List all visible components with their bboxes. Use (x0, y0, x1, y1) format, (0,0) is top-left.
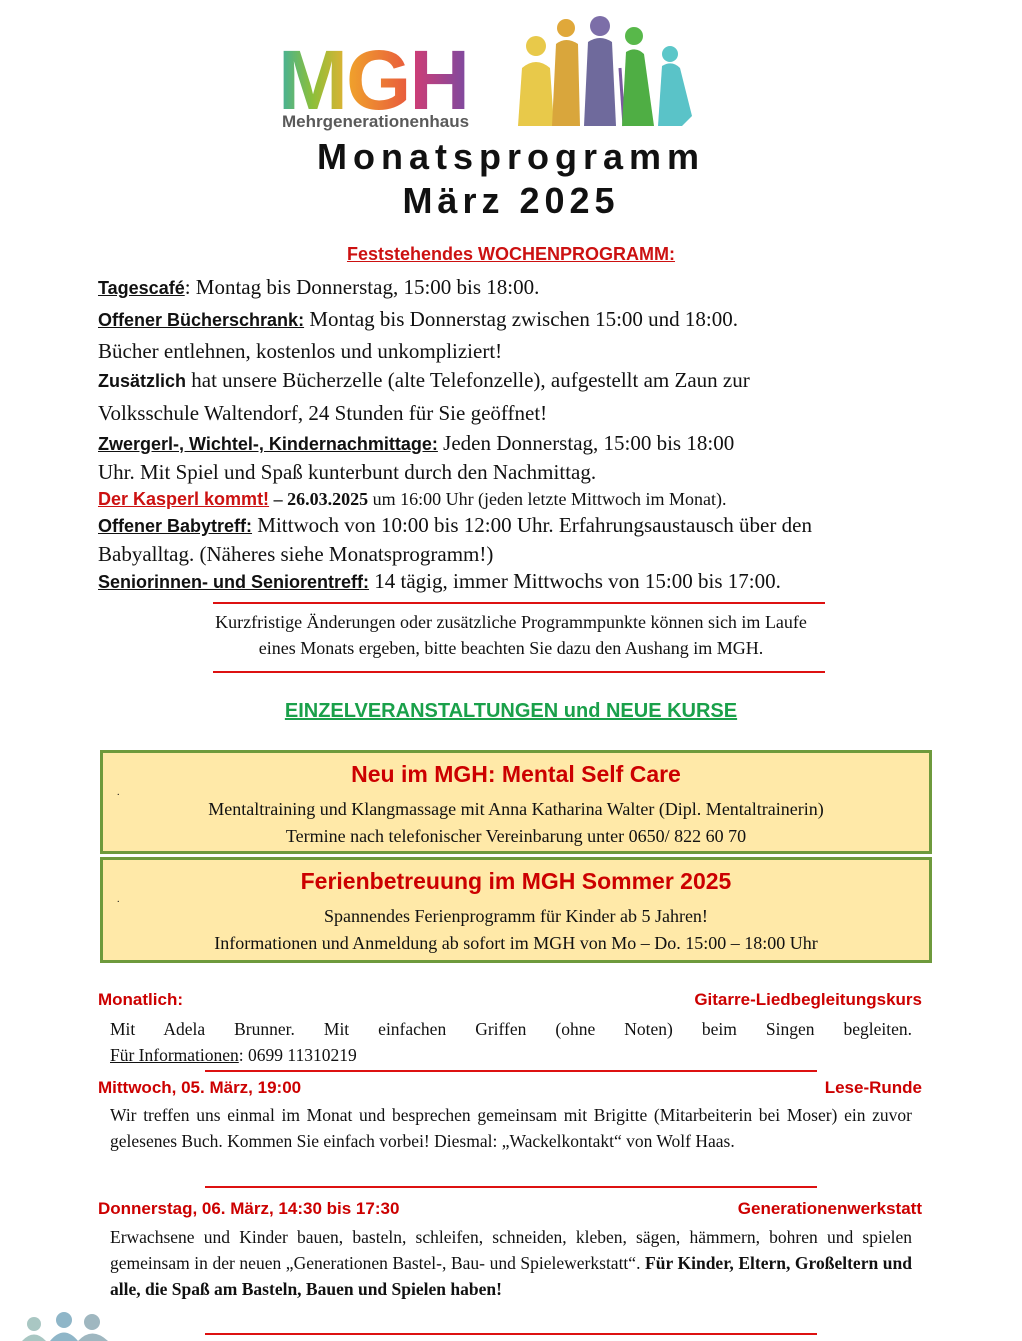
buecherschrank-line2: Bücher entlehnen, kostenlos und unkompliziert! (98, 339, 503, 363)
kasperl-line (98, 486, 727, 511)
logo-letter-h: H (409, 33, 468, 127)
seniorentreff-label: Seniorinnen- und Seniorentreff: (98, 572, 370, 592)
babytreff-line (98, 513, 812, 538)
box-line: Spannendes Ferienprogramm für Kinder ab 5 Jahren! (324, 906, 708, 926)
divider (213, 671, 825, 673)
box-line: Informationen und Anmeldung ab sofort im MGH von Mo – Do. 15:00 – 18:00 Uhr (214, 933, 818, 953)
event-info-text: : 0699 11310219 (238, 1045, 357, 1065)
kasperl-date: – 26.03.2025 (269, 489, 369, 509)
events-heading: EINZELVERANSTALTUNGEN und NEUE KURSE (284, 700, 738, 722)
bullet-dot: . (117, 894, 120, 905)
logo-letters (278, 33, 468, 127)
page-title: Monatsprogramm (316, 136, 706, 177)
event-date: Mittwoch, 05. März, 19:00 (98, 1078, 302, 1097)
people-silhouettes-icon (488, 8, 698, 128)
buecherschrank-label: Offener Bücherschrank: (98, 310, 305, 330)
page-subtitle-month: März 2025 (402, 180, 620, 221)
ferienbetreuung-box (100, 857, 932, 963)
divider (213, 602, 825, 604)
box-line: Mentaltraining und Klangmassage mit Anna Katharina Walter (Dipl. Mentaltrainerin) (208, 799, 824, 819)
zusaetzlich-label: Zusätzlich (98, 371, 187, 391)
kindernachmittage-label: Zwergerl-, Wichtel-, Kindernachmittage: (98, 434, 438, 454)
event-description: Wir treffen uns einmal im Monat und besprechen gemeinsam mit Brigitte (Mitarbeiterin bei Moser) ein zuvor gelesenes Buch. Kommen Sie einfach vorbei! Diesmal: „Wackelkontakt“ von Wolf Haas. (110, 1105, 912, 1151)
kasperl-text: um 16:00 Uhr (jeden letzte Mittwoch im Monat). (368, 489, 727, 509)
event-date: Monatlich: (98, 990, 183, 1009)
divider (205, 1333, 817, 1335)
event-info (110, 1042, 912, 1068)
logo-letter-m: M (278, 33, 346, 127)
divider (205, 1186, 817, 1188)
event-text: Mit Adela Brunner. Mit einfachen Griffen (ohne Noten) beim Singen begleiten. (110, 1019, 912, 1039)
babytreff-label: Offener Babytreff: (98, 516, 253, 536)
zusaetzlich-line (98, 368, 750, 393)
divider (205, 1070, 817, 1072)
kasperl-label: Der Kasperl kommt! (98, 489, 270, 509)
changes-note-line2: eines Monats ergeben, bitte beachten Sie dazu den Aushang im MGH. (258, 638, 764, 659)
mgh-logo (278, 8, 698, 132)
mental-self-care-box (100, 750, 932, 854)
event-info-label: Für Informationen (110, 1045, 239, 1065)
event-name: Generationenwerkstatt (737, 1199, 922, 1218)
box-title: Neu im MGH: Mental Self Care (351, 761, 681, 787)
event-date: Donnerstag, 06. März, 14:30 bis 17:30 (98, 1199, 400, 1218)
event-description (110, 1224, 912, 1302)
event-text: Erwachsene und Kinder bauen, basteln, schleifen, schneiden, kleben, sägen, hämmern, bohren und spielen gemeinsam in der neuen „Generationen Bastel-, Bau- und Spielewerkstatt“. (110, 1227, 912, 1273)
logo-letter-g: G (345, 33, 410, 127)
logo-subtitle: Mehrgenerationenhaus (282, 112, 470, 131)
buecherschrank-text: Montag bis Donnerstag zwischen 15:00 und 18:00. (304, 307, 739, 331)
zusaetzlich-text: hat unsere Bücherzelle (alte Telefonzelle), aufgestellt am Zaun zur (186, 368, 750, 392)
zusaetzlich-line2: Volksschule Waltendorf, 24 Stunden für Sie geöffnet! (98, 401, 548, 425)
seniorentreff-line (98, 569, 781, 594)
seniorentreff-text: 14 tägig, immer Mittwochs von 15:00 bis 17:00. (369, 569, 781, 593)
babytreff-line2: Babyalltag. (Näheres siehe Monatsprogramm!) (98, 542, 494, 566)
kindernachmittage-line (98, 431, 734, 456)
kindernachmittage-line2: Uhr. Mit Spiel und Spaß kunterbunt durch den Nachmittag. (98, 460, 597, 484)
buecherschrank-line (98, 307, 738, 332)
bullet-dot: . (117, 787, 120, 798)
box-line: Termine nach telefonischer Vereinbarung unter 0650/ 822 60 70 (285, 826, 747, 846)
event-name: Lese-Runde (824, 1078, 922, 1097)
tagescafe-label: Tagescafé (98, 278, 185, 298)
weekly-program-heading: Feststehendes WOCHENPROGRAMM: (346, 244, 676, 264)
tagescafe-text: : Montag bis Donnerstag, 15:00 bis 18:00. (184, 275, 540, 299)
babytreff-text: Mittwoch von 10:00 bis 12:00 Uhr. Erfahrungsaustausch über den (252, 513, 812, 537)
event-description (110, 1016, 912, 1068)
event-name: Gitarre-Liedbegleitungskurs (694, 990, 922, 1009)
kindernachmittage-text: Jeden Donnerstag, 15:00 bis 18:00 (437, 431, 735, 455)
changes-note-line1: Kurzfristige Änderungen oder zusätzliche Programmpunkte können sich im Laufe (215, 612, 807, 632)
footer-people-icon (20, 1310, 130, 1341)
box-title: Ferienbetreuung im MGH Sommer 2025 (300, 868, 732, 894)
changes-note (0, 609, 1022, 661)
event-text-bold: Für Kinder, Eltern, Großeltern und alle, die Spaß am Basteln, Bauen und Spielen haben! (110, 1253, 912, 1299)
tagescafe-line (98, 275, 539, 300)
